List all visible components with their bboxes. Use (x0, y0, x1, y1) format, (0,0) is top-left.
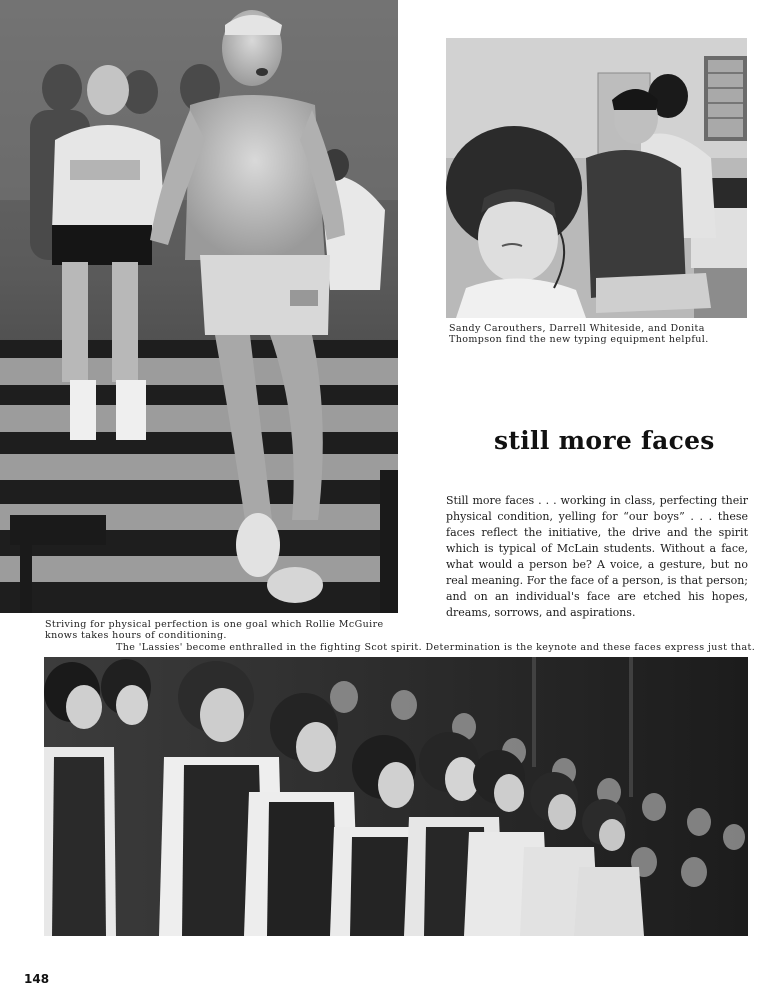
runners-photo-caption: Striving for physical perfection is one goal which Rollie McGuire knows takes hours of conditioning. (45, 619, 384, 641)
typing-photo (446, 38, 747, 318)
page-number: 148 (24, 972, 50, 986)
runners-photo (0, 0, 398, 613)
runners-photo-image (0, 0, 398, 613)
typing-photo-image (446, 38, 747, 318)
lassies-photo-caption: The 'Lassies' become enthralled in the fighting Scot spirit. Determination is the keynote and these faces express just that. (116, 642, 756, 653)
article-body: Still more faces . . . working in class, perfecting their physical condition, yelling for “our boys” . . . these faces reflect the initiative, the drive and the spirit which is typical of McLain students. Without a face, what would a person be? A voice, a gesture, but no real meaning. For the face of a person, is that person; and on an individual's face are etched his hopes, dreams, sorrows, and aspirations. (446, 494, 748, 619)
typing-photo-caption: Sandy Carouthers, Darrell Whiteside, and Donita Thompson find the new typing equipment helpful. (449, 323, 709, 345)
page-headline: still more faces (494, 426, 715, 455)
lassies-photo (44, 657, 748, 936)
lassies-photo-image (44, 657, 748, 936)
